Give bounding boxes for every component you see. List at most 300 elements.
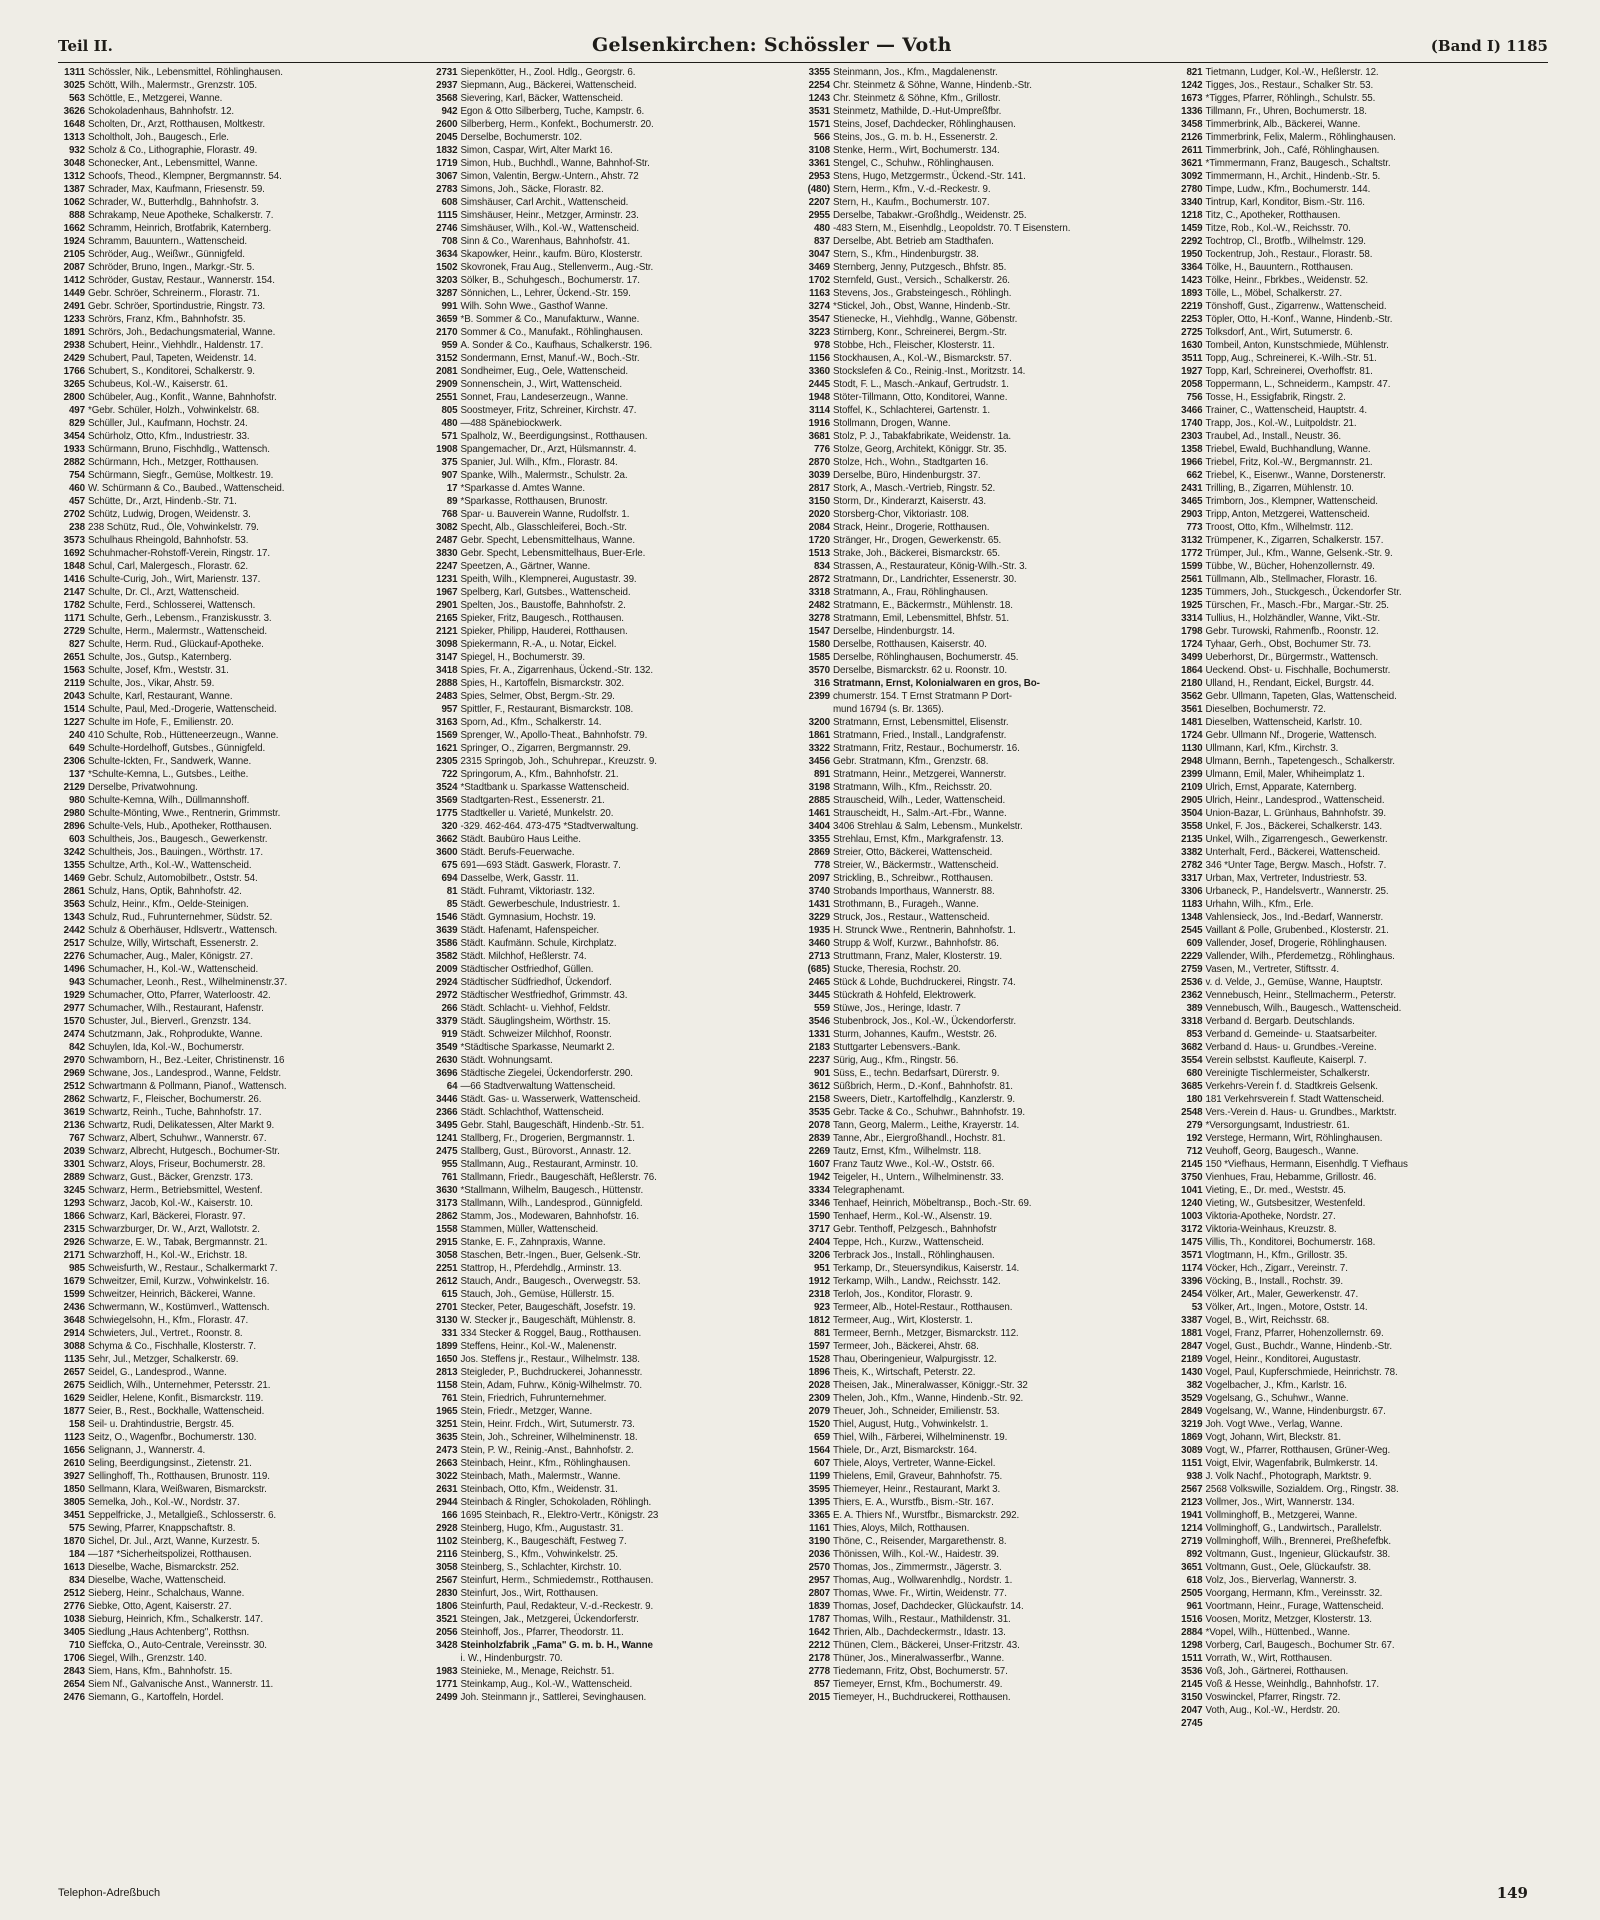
- entry-text: Schumacher, Aug., Maler, Königstr. 27.: [88, 951, 254, 962]
- entry-text: Steinbach & Ringler, Schokoladen, Röhlingh.: [460, 1497, 652, 1508]
- phone-number: 2047: [1181, 1705, 1203, 1716]
- directory-entry: [803, 300, 1168, 313]
- entry-text: Tripp, Anton, Metzgerei, Wattenscheid.: [1205, 509, 1370, 520]
- phone-number: 1613: [63, 1562, 85, 1573]
- phone-number: 2862: [436, 1211, 458, 1222]
- directory-entry: [803, 1184, 1168, 1197]
- phone-number: 1528: [808, 1354, 830, 1365]
- entry-text: Ulland, H., Rendant, Eickel, Burgstr. 44.: [1205, 678, 1375, 689]
- phone-number: 675: [441, 860, 458, 871]
- directory-entry: [58, 1561, 423, 1574]
- directory-entry: [1176, 950, 1541, 963]
- entry-text: Derselbe, Bismarckstr. 62 u. Roonstr. 10.: [833, 665, 1007, 676]
- phone-number: 2969: [63, 1068, 85, 1079]
- directory-entry: [1176, 443, 1541, 456]
- phone-number: 761: [441, 1393, 458, 1404]
- directory-entry: [803, 1600, 1168, 1613]
- phone-number: 559: [813, 1003, 830, 1014]
- phone-number: 3717: [808, 1224, 830, 1235]
- entry-text: Stratmann, Emil, Lebensmittel, Bhfstr. 51.: [833, 613, 1010, 624]
- directory-entry: [803, 170, 1168, 183]
- directory-entry: [431, 79, 796, 92]
- directory-entry: [58, 1574, 423, 1587]
- entry-text: Stauch, Andr., Baugesch., Overwegstr. 53.: [460, 1276, 641, 1287]
- entry-text: Stallmann, Wilh., Landesprod., Günnigfeld.: [460, 1198, 643, 1209]
- phone-number: 2145: [1181, 1159, 1203, 1170]
- phone-number: 575: [68, 1523, 85, 1534]
- phone-number: 3535: [808, 1107, 830, 1118]
- entry-text: *Schulte-Kemna, L., Gutsbes., Leithe.: [88, 769, 249, 780]
- directory-entry: [1176, 313, 1541, 326]
- entry-text: Dieselben, Bochumerstr. 72.: [1205, 704, 1326, 715]
- phone-number: 1038: [63, 1614, 85, 1625]
- entry-text: Wilh. Sohn Wwe., Gasthof Wanne.: [460, 301, 608, 312]
- entry-text: Thomas, Wwe. Fr., Wirtin, Weidenstr. 77.: [833, 1588, 1007, 1599]
- phone-number: (685): [807, 964, 830, 975]
- phone-number: 3659: [436, 314, 458, 325]
- phone-number: 158: [68, 1419, 85, 1430]
- phone-number: 1502: [436, 262, 458, 273]
- phone-number: 2315: [63, 1224, 85, 1235]
- directory-entry: [1176, 118, 1541, 131]
- phone-number: 1348: [1181, 912, 1203, 923]
- directory-entry: [431, 716, 796, 729]
- entry-text: i. W., Hindenburgstr. 70.: [460, 1653, 563, 1664]
- phone-number: 2436: [63, 1302, 85, 1313]
- phone-number: 1558: [436, 1224, 458, 1235]
- entry-text: Schubeus, Kol.-W., Kaiserstr. 61.: [88, 379, 228, 390]
- phone-number: 3355: [808, 67, 830, 78]
- phone-number: 2745: [1181, 1718, 1203, 1729]
- entry-text: Schulte-Mönting, Wwe., Rentnerin, Grimmstr.: [88, 808, 281, 819]
- phone-number: 3067: [436, 171, 458, 182]
- phone-number: 3206: [808, 1250, 830, 1261]
- phone-number: 3648: [63, 1315, 85, 1326]
- entry-text: Termeer, Alb., Hotel-Restaur., Rotthausen.: [833, 1302, 1013, 1313]
- entry-text: Ulmann, Emil, Maler, Whiheimplatz 1.: [1205, 769, 1365, 780]
- entry-text: Schwieters, Jul., Vertret., Roonstr. 8.: [88, 1328, 243, 1339]
- phone-number: 2926: [63, 1237, 85, 1248]
- phone-number: 2663: [436, 1458, 458, 1469]
- directory-entry: [1176, 300, 1541, 313]
- directory-entry: [803, 313, 1168, 326]
- directory-entry: [58, 1015, 423, 1028]
- page-footer: [58, 1883, 1548, 1903]
- phone-number: 2901: [436, 600, 458, 611]
- directory-entry: [1176, 508, 1541, 521]
- phone-number: 3334: [808, 1185, 830, 1196]
- phone-number: 571: [441, 431, 458, 442]
- directory-entry: [1176, 456, 1541, 469]
- directory-entry: [431, 781, 796, 794]
- entry-text: Trümpener, K., Zigarren, Schalkerstr. 157.: [1205, 535, 1384, 546]
- entry-text: Siegel, Wilh., Grenzstr. 140.: [88, 1653, 207, 1664]
- directory-entry: [1176, 1691, 1541, 1704]
- entry-text: Stockhausen, A., Kol.-W., Bismarckstr. 57.: [833, 353, 1012, 364]
- directory-entry: [803, 1223, 1168, 1236]
- directory-entry: [58, 1119, 423, 1132]
- phone-number: 961: [1186, 1601, 1203, 1612]
- phone-number: 2499: [436, 1692, 458, 1703]
- directory-entry: [58, 1210, 423, 1223]
- phone-number: 3396: [1181, 1276, 1203, 1287]
- directory-entry: [803, 131, 1168, 144]
- phone-number: 722: [441, 769, 458, 780]
- entry-text: Ulrich, Heinr., Landesprod., Wattenscheid.: [1205, 795, 1385, 806]
- entry-text: Spiegel, H., Bochumerstr. 39.: [460, 652, 586, 663]
- entry-text: Vennebusch, Wilh., Baugesch., Wattenscheid.: [1205, 1003, 1402, 1014]
- entry-text: Sternfeld, Gust., Versich., Schalkerstr. 26.: [833, 275, 1010, 286]
- phone-number: 2813: [436, 1367, 458, 1378]
- directory-entry: [58, 1028, 423, 1041]
- entry-text: Schutzmann, Jak., Rohprodukte, Wanne.: [88, 1029, 263, 1040]
- entry-text: Thelen, Joh., Kfm., Wanne, Hindenb.-Str. 92.: [833, 1393, 1024, 1404]
- phone-number: 1933: [63, 444, 85, 455]
- phone-number: 3466: [1181, 405, 1203, 416]
- phone-number: 1650: [436, 1354, 458, 1365]
- entry-text: Troost, Otto, Kfm., Wilhelmstr. 112.: [1205, 522, 1354, 533]
- directory-entry: [1176, 248, 1541, 261]
- phone-number: 3456: [808, 756, 830, 767]
- directory-entry: [803, 1639, 1168, 1652]
- entry-text: Stollmann, Drogen, Wanne.: [833, 418, 951, 429]
- entry-text: Schwarz, Aloys, Friseur, Bochumerstr. 28.: [88, 1159, 266, 1170]
- phone-number: 2830: [436, 1588, 458, 1599]
- entry-text: Vollminghoff, G., Landwirtsch., Parallelstr.: [1205, 1523, 1382, 1534]
- directory-entry: [1176, 417, 1541, 430]
- entry-text: Triebel, Fritz, Kol.-W., Bergmannstr. 21.: [1205, 457, 1373, 468]
- phone-number: 3114: [809, 405, 830, 416]
- entry-text: Ulrich, Ernst, Apparate, Katernberg.: [1205, 782, 1357, 793]
- entry-text: Schwamborn, H., Bez.-Leiter, Christinenstr. 16: [88, 1055, 285, 1066]
- directory-entry: [1176, 534, 1541, 547]
- directory-entry: [58, 1366, 423, 1379]
- phone-number: 3634: [436, 249, 458, 260]
- phone-number: 2178: [808, 1653, 830, 1664]
- entry-text: Simon, Caspar, Wirt, Alter Markt 16.: [460, 145, 613, 156]
- entry-text: Voigt, Elvir, Wagenfabrik, Bulmkerstr. 14.: [1205, 1458, 1378, 1469]
- entry-text: Vienhues, Frau, Hebamme, Grillostr. 46.: [1205, 1172, 1377, 1183]
- phone-number: 1546: [436, 912, 458, 923]
- phone-number: 1966: [1181, 457, 1203, 468]
- directory-entry: [1176, 690, 1541, 703]
- entry-text: Speith, Wilh., Klempnerei, Augustastr. 39.: [460, 574, 637, 585]
- directory-entry: [1176, 1106, 1541, 1119]
- phone-number: 2776: [63, 1601, 85, 1612]
- entry-text: Städtischer Südfriedhof, Ückendorf.: [460, 977, 612, 988]
- phone-number: 1679: [63, 1276, 85, 1287]
- directory-entry: [431, 209, 796, 222]
- phone-number: 2611: [1181, 145, 1203, 156]
- entry-text: Stallberg, Gust., Bürovorst., Annastr. 12.: [460, 1146, 632, 1157]
- phone-number: 3554: [1181, 1055, 1203, 1066]
- entry-text: Strupp & Wolf, Kurzwr., Bahnhofstr. 86.: [833, 938, 999, 949]
- entry-text: Spies, Selmer, Obst, Bergm.-Str. 29.: [460, 691, 615, 702]
- entry-text: Voswinckel, Pfarrer, Ringstr. 72.: [1205, 1692, 1341, 1703]
- entry-text: Tönshoff, Gust., Zigarrenw., Wattenscheid.: [1205, 301, 1387, 312]
- entry-text: Sehr, Jul., Metzger, Schalkerstr. 69.: [88, 1354, 239, 1365]
- phone-number: 3245: [63, 1185, 85, 1196]
- directory-entry: [803, 1353, 1168, 1366]
- directory-entry: [431, 1002, 796, 1015]
- entry-text: 2315 Springob, Joh., Schuhrepar., Kreuzstr. 9.: [460, 756, 657, 767]
- entry-text: -483 Stern, M., Eisenhdlg., Leopoldstr. 70. T Eisenstern.: [833, 223, 1071, 234]
- phone-number: 2869: [808, 847, 830, 858]
- directory-entry: [1176, 1483, 1541, 1496]
- phone-number: 607: [813, 1458, 830, 1469]
- directory-entry: [1176, 495, 1541, 508]
- entry-text: Teppe, Hch., Kurzw., Wattenscheid.: [833, 1237, 984, 1248]
- phone-number: 1983: [436, 1666, 458, 1677]
- entry-text: Gebr. Schröer, Sportindustrie, Ringstr. 73.: [88, 301, 266, 312]
- entry-text: Vogel, Franz, Pfarrer, Hohenzollernstr. 69.: [1205, 1328, 1384, 1339]
- directory-entry: [803, 1054, 1168, 1067]
- phone-number: 1599: [63, 1289, 85, 1300]
- phone-number: 2147: [63, 587, 85, 598]
- phone-number: 3621: [1181, 158, 1203, 169]
- directory-entry: [431, 1145, 796, 1158]
- entry-text: Tillmann, Fr., Uhren, Bochumerstr. 18.: [1205, 106, 1367, 117]
- entry-text: Voltmann, Gust., Ingenieur, Glückaufstr. 38.: [1205, 1549, 1391, 1560]
- entry-text: Theis, K., Wirtschaft, Peterstr. 22.: [833, 1367, 976, 1378]
- directory-entry: [803, 1002, 1168, 1015]
- directory-entry: [431, 339, 796, 352]
- directory-entry: [1176, 274, 1541, 287]
- phone-number: 3740: [808, 886, 830, 897]
- phone-number: 1881: [1181, 1328, 1203, 1339]
- directory-entry: [58, 1678, 423, 1691]
- phone-number: 2121: [436, 626, 458, 637]
- directory-entry: [803, 859, 1168, 872]
- directory-entry: [58, 1275, 423, 1288]
- entry-text: Schulz, Hans, Optik, Bahnhofstr. 42.: [88, 886, 242, 897]
- phone-number: 2631: [436, 1484, 458, 1495]
- directory-entry: [1176, 157, 1541, 170]
- directory-entry: [803, 1483, 1168, 1496]
- directory-entry: [58, 482, 423, 495]
- entry-text: Stenke, Herm., Wirt, Bochumerstr. 134.: [833, 145, 1000, 156]
- entry-text: Schonecker, Ant., Lebensmittel, Wanne.: [88, 158, 258, 169]
- directory-entry: [58, 1197, 423, 1210]
- phone-number: 3219: [1181, 1419, 1203, 1430]
- entry-text: Süss, E., techn. Bedarfsart, Dürerstr. 9.: [833, 1068, 1000, 1079]
- directory-entry: [803, 508, 1168, 521]
- phone-number: 2404: [808, 1237, 830, 1248]
- phone-number: 2078: [808, 1120, 830, 1131]
- directory-entry: [803, 534, 1168, 547]
- phone-number: 1475: [1181, 1237, 1203, 1248]
- directory-entry: [431, 794, 796, 807]
- phone-number: 1656: [63, 1445, 85, 1456]
- phone-number: 1431: [808, 899, 830, 910]
- entry-text: 691—693 Städt. Gaswerk, Florastr. 7.: [460, 860, 621, 871]
- directory-entry: [1176, 1015, 1541, 1028]
- entry-text: Steinieke, M., Menage, Reichstr. 51.: [460, 1666, 615, 1677]
- directory-entry: [58, 196, 423, 209]
- directory-entry: [431, 1054, 796, 1067]
- entry-text: Schubert, Paul, Tapeten, Weidenstr. 14.: [88, 353, 257, 364]
- entry-text: Schrörs, Franz, Kfm., Bahnhofstr. 35.: [88, 314, 246, 325]
- entry-text: Vogel, Paul, Kupferschmiede, Heinrichstr. 78.: [1205, 1367, 1398, 1378]
- phone-number: 3130: [436, 1315, 458, 1326]
- entry-text: Thöne, C., Reisender, Margarethenstr. 8.: [833, 1536, 1007, 1547]
- entry-text: Schulte, Gerh., Lebensm., Franziskusstr. 3.: [88, 613, 272, 624]
- directory-entry: [431, 1132, 796, 1145]
- directory-entry: [431, 1470, 796, 1483]
- phone-number: 2783: [436, 184, 458, 195]
- entry-text: Tüllmann, Alb., Stellmacher, Florastr. 16.: [1205, 574, 1378, 585]
- phone-number: 2399: [808, 691, 830, 702]
- entry-text: Schulte-Curig, Joh., Wirt, Marienstr. 137.: [88, 574, 261, 585]
- phone-number: 907: [441, 470, 458, 481]
- phone-number: 805: [441, 405, 458, 416]
- entry-text: Stubenbrock, Jos., Kol.-W., Ückendorferstr.: [833, 1016, 1017, 1027]
- entry-text: Schwarzburger, Dr. W., Arzt, Wallotstr. 2.: [88, 1224, 260, 1235]
- phone-number: 2651: [63, 652, 85, 663]
- directory-entry: [58, 274, 423, 287]
- directory-entry: [803, 794, 1168, 807]
- entry-text: Timmerbrink, Joh., Café, Röhlinghausen.: [1205, 145, 1380, 156]
- directory-entry: [58, 872, 423, 885]
- entry-text: Derselbe, Abt. Betrieb am Stadthafen.: [833, 236, 994, 247]
- phone-number: 3639: [436, 925, 458, 936]
- directory-entry: [58, 209, 423, 222]
- phone-number: 1839: [808, 1601, 830, 1612]
- phone-number: 761: [441, 1172, 458, 1183]
- directory-entry: [58, 404, 423, 417]
- directory-entry: [803, 1548, 1168, 1561]
- directory-entry: [1176, 1444, 1541, 1457]
- directory-entry: [1176, 326, 1541, 339]
- phone-number: 2944: [436, 1497, 458, 1508]
- entry-text: Stadtgarten-Rest., Essenerstr. 21.: [460, 795, 605, 806]
- directory-entry: [803, 1613, 1168, 1626]
- phone-number: 1449: [63, 288, 85, 299]
- directory-entry: [1176, 664, 1541, 677]
- entry-text: Voß & Hesse, Weinhdlg., Bahnhofstr. 17.: [1205, 1679, 1379, 1690]
- entry-text: Semelka, Joh., Kol.-W., Nordstr. 37.: [88, 1497, 240, 1508]
- directory-entry: [1176, 1249, 1541, 1262]
- phone-number: 375: [441, 457, 458, 468]
- directory-entry: [431, 1015, 796, 1028]
- entry-text: Schulte, Josef, Kfm., Weststr. 31.: [88, 665, 229, 676]
- entry-text: Timmerbrink, Felix, Malerm., Röhlinghausen.: [1205, 132, 1396, 143]
- directory-entry: [58, 1665, 423, 1678]
- entry-text: Termeer, Joh., Bäckerei, Ahstr. 68.: [833, 1341, 979, 1352]
- phone-number: 460: [68, 483, 85, 494]
- phone-number: 1924: [63, 236, 85, 247]
- entry-text: Stork, A., Masch.-Vertrieb, Ringstr. 52.: [833, 483, 996, 494]
- directory-entry: [431, 1080, 796, 1093]
- directory-entry: [1176, 976, 1541, 989]
- phone-number: 497: [68, 405, 85, 416]
- entry-text: Sürig, Aug., Kfm., Ringstr. 56.: [833, 1055, 959, 1066]
- phone-number: 3306: [1181, 886, 1203, 897]
- directory-entry: [803, 1522, 1168, 1535]
- phone-number: 608: [441, 197, 458, 208]
- phone-number: 2657: [63, 1367, 85, 1378]
- phone-number: 2861: [63, 886, 85, 897]
- entry-text: 1695 Steinbach, R., Elektro-Vertr., Königstr. 23: [460, 1510, 659, 1521]
- phone-number: 2759: [1181, 964, 1203, 975]
- directory-entry: [803, 1392, 1168, 1405]
- phone-number: 2254: [808, 80, 830, 91]
- phone-number: 3549: [436, 1042, 458, 1053]
- directory-entry: [431, 1509, 796, 1522]
- phone-number: 1231: [436, 574, 458, 585]
- entry-text: Vogt, Johann, Wirt, Bleckstr. 81.: [1205, 1432, 1342, 1443]
- entry-text: Titze, Rob., Kol.-W., Reichsstr. 70.: [1205, 223, 1351, 234]
- phone-number: 3454: [63, 431, 85, 442]
- entry-text: Schulz, Rud., Fuhrunternehmer, Südstr. 52.: [88, 912, 273, 923]
- directory-entry: [58, 1613, 423, 1626]
- phone-number: 2551: [436, 392, 458, 403]
- directory-entry: [58, 846, 423, 859]
- directory-entry: [803, 1262, 1168, 1275]
- directory-entry: [1176, 573, 1541, 586]
- directory-entry: [1176, 1509, 1541, 1522]
- directory-entry: [431, 1223, 796, 1236]
- phone-number: 3521: [436, 1614, 458, 1625]
- phone-number: 3382: [1181, 847, 1203, 858]
- phone-number: 81: [446, 886, 458, 897]
- directory-entry: [803, 1366, 1168, 1379]
- entry-text: Spelberg, Karl, Gutsbes., Wattenscheid.: [460, 587, 631, 598]
- entry-text: Simons, Joh., Säcke, Florastr. 82.: [460, 184, 604, 195]
- phone-number: 2567: [436, 1575, 458, 1586]
- directory-entry: [1176, 1626, 1541, 1639]
- phone-number: 3619: [63, 1107, 85, 1118]
- entry-text: Tyhaar, Gerh., Obst, Bochumer Str. 73.: [1205, 639, 1372, 650]
- entry-text: Schoofs, Theod., Klempner, Bergmannstr. 54.: [88, 171, 282, 182]
- directory-entry: [1176, 716, 1541, 729]
- entry-text: Gebr. Tacke & Co., Schuhwr., Bahnhofstr. 19.: [833, 1107, 1026, 1118]
- entry-text: Stückrath & Hohfeld, Elektrowerk.: [833, 990, 977, 1001]
- directory-entry: [58, 352, 423, 365]
- entry-text: Dieselbe, Wache, Wattenscheid.: [88, 1575, 226, 1586]
- entry-text: Städt. Kaufmänn. Schule, Kirchplatz.: [460, 938, 617, 949]
- phone-number: 3404: [808, 821, 830, 832]
- directory-entry: [431, 495, 796, 508]
- entry-text: Thiemeyer, Heinr., Restaurant, Markt 3.: [833, 1484, 1001, 1495]
- entry-text: Schröder, Bruno, Ingen., Markgr.-Str. 5.: [88, 262, 255, 273]
- directory-entry: [58, 1639, 423, 1652]
- entry-text: Strickling, B., Schreibwr., Rotthausen.: [833, 873, 993, 884]
- entry-text: Vogel, Gust., Buchdr., Wanne, Hindenb.-Str.: [1205, 1341, 1392, 1352]
- phone-number: 2548: [1181, 1107, 1203, 1118]
- directory-entry: [1176, 235, 1541, 248]
- directory-entry: [803, 1288, 1168, 1301]
- directory-entry: [58, 1444, 423, 1457]
- phone-number: 2145: [1181, 1679, 1203, 1690]
- phone-number: 3058: [436, 1250, 458, 1261]
- phone-number: 2180: [1181, 678, 1203, 689]
- directory-entry: [431, 1262, 796, 1275]
- directory-entry: [803, 768, 1168, 781]
- directory-entry: [58, 1522, 423, 1535]
- phone-number: 3274: [808, 301, 830, 312]
- directory-entry: [58, 1132, 423, 1145]
- directory-entry: [58, 612, 423, 625]
- directory-entry: [803, 261, 1168, 274]
- directory-entry: [58, 950, 423, 963]
- entry-text: Jos. Steffens jr., Restaur., Wilhelmstr. 138.: [460, 1354, 640, 1365]
- phone-number: 2445: [808, 379, 830, 390]
- phone-number: 3662: [436, 834, 458, 845]
- entry-text: Stratmann, Heinr., Metzgerei, Wannerstr.: [833, 769, 1007, 780]
- phone-number: 756: [1186, 392, 1203, 403]
- phone-number: 2600: [436, 119, 458, 130]
